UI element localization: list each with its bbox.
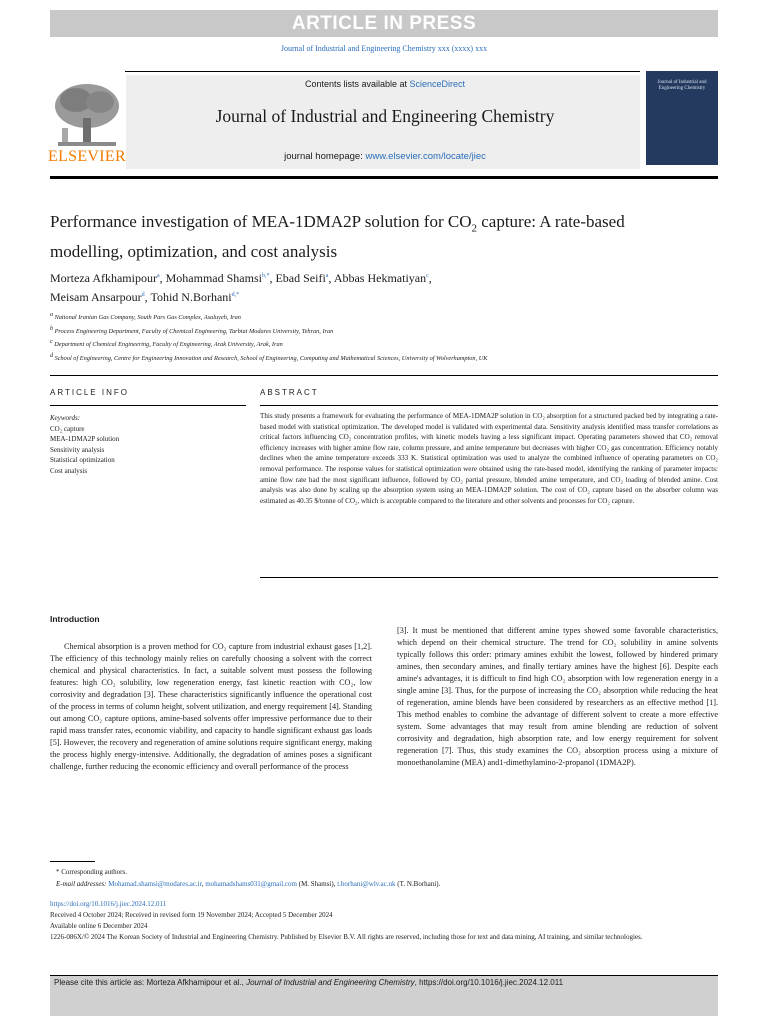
affiliation-item: $^d$ School of Engineering, Centre for Engineering Innovation and Research, School of Engineering, Computing and Mathematical Sciences, University of Wolverhampton, UK	[50, 352, 488, 362]
keyword-item: CO₂ capture	[50, 424, 85, 433]
affiliation-item: $^a$ National Iranian Gas Company, South Pars Gas Complex, Asaluyeh, Iran	[50, 312, 241, 322]
email-link[interactable]: Mohamad.shamsi@modares.ac.ir	[108, 880, 202, 888]
section-rule	[50, 375, 718, 376]
article-title: Performance investigation of MEA-1DMA2P solution for $CO_2$ capture: A rate-based modelling, optimization, and cost analysis	[50, 212, 625, 262]
article-info-rule	[50, 405, 246, 406]
body-column-right	[397, 625, 718, 769]
footnote-rule	[50, 861, 95, 862]
body-column-left	[50, 641, 372, 773]
header-bottom-rule	[50, 176, 718, 179]
article-info-heading: ARTICLE INFO	[50, 388, 129, 397]
abstract-rule	[260, 405, 718, 406]
author-name[interactable]: Ebad Seifi	[275, 271, 326, 285]
copyright-notice: 1226-086X/© 2024 The Korean Society of Industrial and Engineering Chemistry. Published by Elsevier B.V. All rights are reserved, including those for text and data mining, AI training, and similar technologies.	[50, 933, 643, 941]
affiliation-item: $^b$ Process Engineering Department, Faculty of Chemical Engineering, Tarbiat Modares University, Tehran, Iran	[50, 325, 334, 335]
journal-title: Journal of Industrial and Engineering Chemistry	[215, 106, 555, 126]
homepage-link[interactable]: www.elsevier.com/locate/jiec	[365, 151, 486, 162]
keyword-item: MEA-1DMA2P solution	[50, 435, 120, 443]
received-dates: Received 4 October 2024; Received in revised form 19 November 2024; Accepted 5 December 2024	[50, 911, 333, 919]
affiliations	[50, 310, 718, 364]
online-date: Available online 6 December 2024	[50, 922, 148, 930]
citation-doi-link[interactable]: , https://doi.org/10.1016/j.jiec.2024.12.011	[414, 978, 564, 987]
author-name[interactable]: Meisam Ansarpour	[50, 290, 142, 304]
email-link[interactable]: mohamadshams031@gmail.com	[205, 880, 297, 888]
journal-cover-title: Journal of Industrial and Engineering Chemistry	[657, 80, 707, 91]
footnotes	[56, 866, 716, 890]
header-top-rule	[125, 71, 640, 72]
author-name[interactable]: Morteza Afkhamipour	[50, 271, 157, 285]
abstract-heading: ABSTRACT	[260, 388, 319, 397]
corresponding-note: * Corresponding authors.	[56, 868, 127, 876]
email-link[interactable]: t.borhani@wlv.ac.uk	[337, 880, 396, 888]
keyword-item: Statistical optimization	[50, 456, 115, 464]
article-in-press-banner: ARTICLE IN PRESS	[50, 10, 718, 37]
doi-link[interactable]: https://doi.org/10.1016/j.jiec.2024.12.011	[50, 900, 167, 908]
author-name[interactable]: Abbas Hekmatiyan	[333, 271, 427, 285]
journal-reference-link[interactable]: Journal of Industrial and Engineering Chemistry xxx (xxxx) xxx	[280, 44, 488, 53]
author-list: Morteza Afkhamipour$^a$, Mohammad Shamsi$^{b,*}$, Ebad Seifi$^a$, Abbas Hekmatiyan$^c$, Meisam Ansarpour$^d$, Tohid N.Borhani$^{d,*}$	[50, 271, 432, 304]
contents-line: Contents lists available at ScienceDirect	[304, 79, 466, 89]
keyword-item: Cost analysis	[50, 466, 88, 475]
keyword-item: Sensitivity analysis	[50, 445, 105, 454]
email-line: E-mail addresses: Mohamad.shamsi@modares.ac.ir, mohamadshams031@gmail.com (M. Shamsi), t.borhani@wlv.ac.uk (T. N.Borhani).	[56, 880, 441, 888]
body-paragraph: Chemical absorption is a proven method for CO₂ capture from industrial exhaust gases [1,2]. The efficiency of this technology mainly relies on carefully choosing a solvent with the correct chemical and physical characteristics. In fact, a suitable solvent must possess the following features: high CO₂ solubility, low regeneration energy, fast kinetic reaction with CO₂, low corrosivity and degradation [3]. These characteristics significantly influence the operational cost of the process in terms of column height, solvent utilization, and energy requirement [4]. Standing out among CO₂ capture options, amine-based solvents offer impressive performance due to their rapid mass transfer rates, economic viability, and capacity to handle significant exhaust gas loads [5]. However, the recovery and regeneration of amine solutions require significant energy, making the process highly energy-intensive. Additionally, the degradation of amines poses a significant challenge, further reducing the economic efficiency and overall performance of the process	[50, 642, 372, 771]
abstract-text: This study presents a framework for evaluating the performance of MEA-1DMA2P solution in CO₂ absorption for a structured packed bed by integrating a rate-based model with statistical optimization. The developed model is validated with experimental data. Sensitivity analysis identified mass transfer correlations as critical factors influencing CO₂ concentration profiles, with kinetic models having a less significant impact. Operating parameters showed that CO₂ removal efficiency increases with higher amine flow rate, column pressure, and amine temperature but decreases with higher CO₂ gas concentration. Efficiency notably declines when the amine temperature exceeds 333 K. Statistical optimization was used to analyze the combined influence of operating parameters on CO₂ removal performance. The response values for statistical optimization were obtained using the rate-based model, identifying the ranking of parameter impacts: amine flow rate had the most significant influence, followed by CO₂ partial pressure, blended amine temperature, and CO₂ loading of blended amine. Cost analysis was also done by scaling up the absorption system using an MEA-1DMA2P solution. The cost of CO₂ capture based on the absorber column was estimated as 40.35 $/tonne of CO₂, which is acceptable compared to the literature and other solvents and processes for CO₂ capture.	[260, 412, 718, 505]
body-paragraph: [3]. It must be mentioned that different amine types showed some favorable characteristics, which depend on their chemical structure. The trend for CO₂ solubility in amine solvents typically follows this order: primary amines exhibit the lowest, followed by hindered primary amines, then secondary amines, and finally tertiary amines have the highest [6]. Despite each amine's advantages, it is difficult to find high CO₂ absorption with low regeneration energy in a single amine [3]. Thus, for the purpose of increasing the CO₂ absorption while reducing the heat of regeneration, amine blends have been considered by researchers as an effective method [1]. This method enables to combine the advantage of different solvent to create a more effective system. Some advantages that may result from amine blending are reduction of solvent corrosivity and degradation, high absorption rate, and low energy requirement for solvent regeneration [7]. Thus, this study examines the CO₂ absorption process using a mixture of monoethanolamine (MEA) and1-dimethylamino-2-propanol (1DMA2P).	[397, 626, 718, 767]
journal-homepage-line: journal homepage: www.elsevier.com/locate/jiec	[284, 151, 486, 162]
keywords-block	[50, 413, 250, 476]
citation-text: Please cite this article as: Morteza Afkhamipour et al., Journal of Industrial and Engineering Chemistry, https://doi.org/10.1016/j.jiec.2024.12.011	[54, 978, 564, 987]
sciencedirect-link[interactable]: ScienceDirect	[409, 79, 466, 89]
affiliation-item: $^c$ Department of Chemical Engineering, Faculty of Engineering, Arak University, Arak, Iran	[50, 339, 283, 349]
keywords-label: Keywords:	[50, 414, 81, 422]
article-metadata	[50, 899, 718, 943]
abstract-bottom-rule	[260, 577, 718, 578]
elsevier-wordmark: ELSEVIER	[48, 148, 126, 165]
introduction-heading: Introduction	[50, 614, 100, 624]
author-name[interactable]: Tohid N.Borhani	[150, 290, 232, 304]
author-name[interactable]: Mohammad Shamsi	[165, 271, 262, 285]
